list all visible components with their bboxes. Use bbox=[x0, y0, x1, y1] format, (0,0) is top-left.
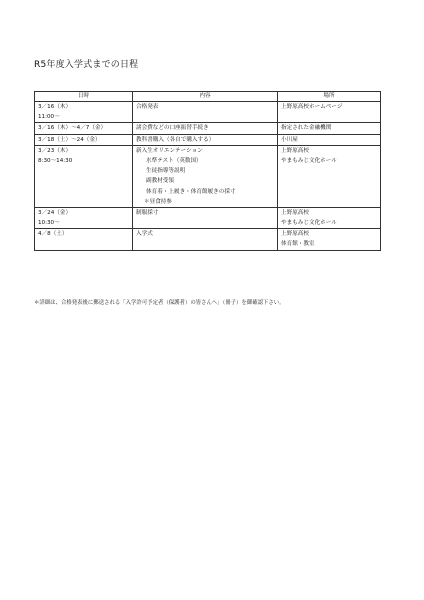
content-note: ＊昼食持参 bbox=[144, 198, 172, 205]
place-cell bbox=[278, 123, 381, 134]
place-text: やまもみじ文化ホール bbox=[281, 157, 337, 164]
header-date: 日時 bbox=[35, 92, 133, 102]
date-cell bbox=[35, 229, 133, 250]
content-subitem: 体育着・上履き・体育館履きの採寸 bbox=[146, 188, 236, 195]
time-text: 8:30～14:30 bbox=[38, 157, 73, 164]
date-cell bbox=[35, 134, 133, 145]
content-cell bbox=[133, 145, 278, 207]
content-cell bbox=[133, 134, 278, 145]
place-cell bbox=[278, 134, 381, 145]
date-cell bbox=[35, 102, 133, 123]
footnote: ＊詳細は、合格発表後に郵送される「入学許可予定者（保護者）の皆さんへ」（冊子）を御確認下さい。 bbox=[34, 300, 285, 306]
date-text: 3／23（木） bbox=[38, 147, 72, 154]
content-text: 諸会費などの口座振替手続き bbox=[136, 125, 209, 132]
header-place: 場所 bbox=[278, 92, 381, 102]
page-title: R5年度入学式までの日程 bbox=[34, 60, 139, 70]
date-cell bbox=[35, 145, 133, 207]
date-text: 3／16（木）～4／7（金） bbox=[38, 125, 107, 132]
time-text: 11:00～ bbox=[38, 114, 60, 121]
place-cell bbox=[278, 229, 381, 250]
content-cell bbox=[133, 229, 278, 250]
table-row bbox=[35, 207, 381, 228]
content-text: 入学式 bbox=[136, 231, 153, 238]
table-row bbox=[35, 134, 381, 145]
content-subitem: 生徒指導等説明 bbox=[146, 168, 186, 175]
content-text: 教科書購入（各自で購入する） bbox=[136, 136, 215, 143]
content-cell bbox=[133, 123, 278, 134]
date-text: 4／8（土） bbox=[38, 231, 68, 238]
table-row bbox=[35, 229, 381, 250]
date-text: 3／18（土）～24（金） bbox=[38, 136, 101, 143]
header-content: 内容 bbox=[133, 92, 278, 102]
place-text: 上野原高校 bbox=[281, 147, 309, 154]
date-cell bbox=[35, 123, 133, 134]
table-row bbox=[35, 123, 381, 134]
content-text: 新入生オリエンテーション bbox=[136, 147, 203, 154]
table-header-row bbox=[35, 92, 381, 102]
content-text: 制服採寸 bbox=[136, 209, 159, 216]
place-text: 指定された金融機関 bbox=[281, 125, 332, 132]
time-text: 10:30～ bbox=[38, 220, 60, 227]
place-cell bbox=[278, 102, 381, 123]
place-text: やまもみじ文化ホール bbox=[281, 220, 337, 227]
place-text: 上野原高校 bbox=[281, 209, 309, 216]
date-text: 3／16（木） bbox=[38, 104, 72, 110]
place-text: 上野原高校ホームページ bbox=[281, 104, 343, 110]
date-text: 3／24（金） bbox=[38, 209, 72, 216]
place-cell bbox=[278, 145, 381, 207]
content-text: 合格発表 bbox=[136, 104, 159, 110]
schedule-table bbox=[34, 91, 381, 251]
content-subitem: 副教材受領 bbox=[146, 178, 174, 185]
table-row bbox=[35, 102, 381, 123]
place-text: 上野原高校 bbox=[281, 231, 309, 238]
date-cell bbox=[35, 207, 133, 228]
content-cell bbox=[133, 207, 278, 228]
place-cell bbox=[278, 207, 381, 228]
content-subitem: 水準テスト（英数国） bbox=[146, 157, 202, 164]
place-text: 体育館・教室 bbox=[281, 241, 315, 248]
content-cell bbox=[133, 102, 278, 123]
place-text: 小川屋 bbox=[281, 136, 298, 143]
table-row bbox=[35, 145, 381, 207]
